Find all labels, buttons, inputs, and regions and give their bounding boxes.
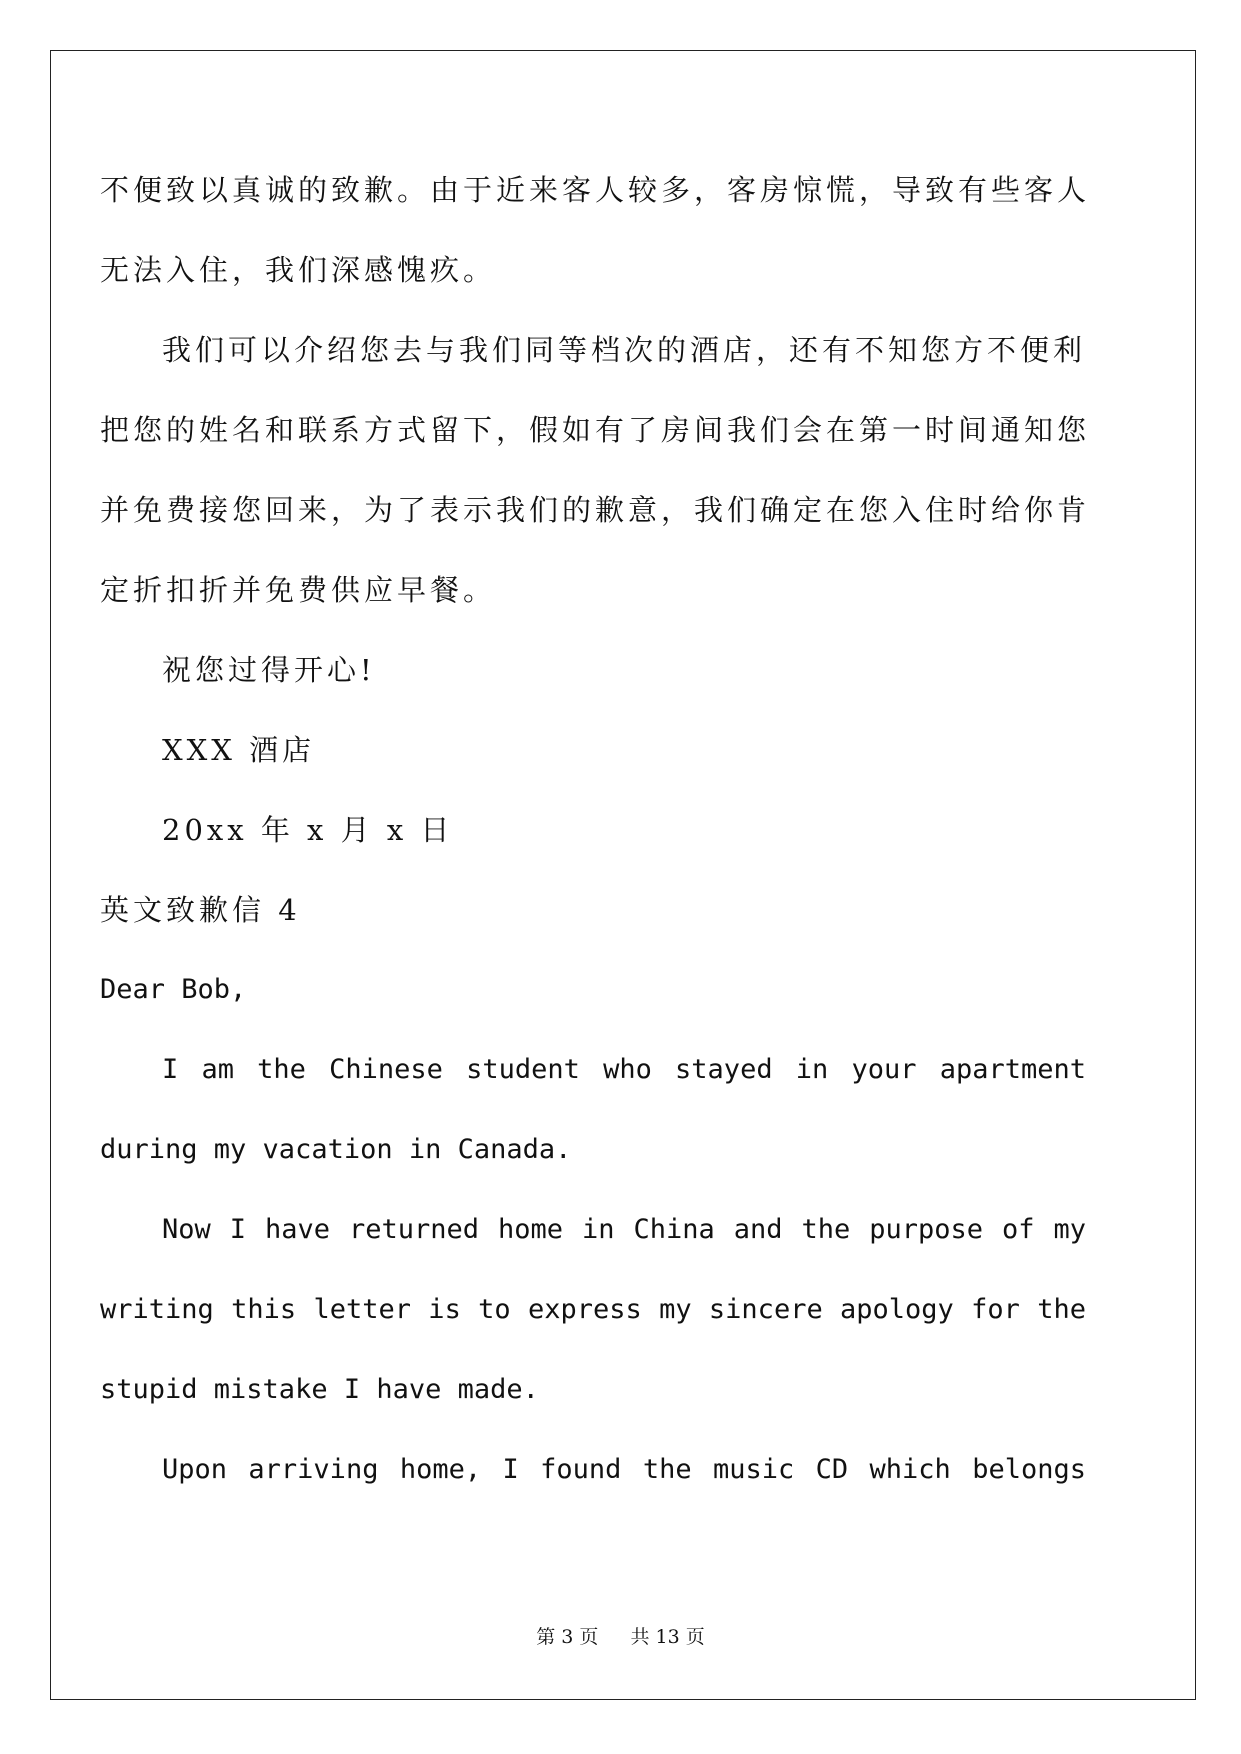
page-footer	[0, 1622, 1241, 1649]
paragraph-line: 并免费接您回来，为了表示我们的歉意，我们确定在您入住时给你肯	[100, 493, 1091, 527]
page-number: 第 3 页	[536, 1626, 599, 1648]
salutation: Dear Bob,	[100, 974, 247, 1005]
paragraph-line: Now I have returned home in China and the purpose of my	[162, 1214, 1086, 1245]
date-line: 20xx 年 x 月 x 日	[162, 813, 454, 847]
paragraph-line: 定折扣折并免费供应早餐。	[100, 573, 497, 607]
paragraph-line: during my vacation in Canada.	[100, 1134, 572, 1165]
signature-line: XXX 酒店	[162, 733, 316, 767]
paragraph-line: 无法入住，我们深感愧疚。	[100, 253, 497, 287]
paragraph-line: writing this letter is to express my sincere apology for the	[100, 1294, 1086, 1325]
paragraph-line: I am the Chinese student who stayed in your apartment	[162, 1054, 1086, 1085]
paragraph-line: 把您的姓名和联系方式留下，假如有了房间我们会在第一时间通知您	[100, 413, 1091, 447]
paragraph-line: Upon arriving home, I found the music CD which belongs	[162, 1454, 1086, 1485]
paragraph-line: stupid mistake I have made.	[100, 1374, 539, 1405]
paragraph-line: 不便致以真诚的致歉。由于近来客人较多，客房惊慌，导致有些客人	[100, 173, 1091, 207]
section-title: 英文致歉信 4	[100, 893, 301, 927]
closing-line: 祝您过得开心!	[162, 653, 376, 687]
page-total: 共 13 页	[630, 1626, 705, 1648]
paragraph-line: 我们可以介绍您去与我们同等档次的酒店，还有不知您方不便利	[162, 333, 1087, 367]
